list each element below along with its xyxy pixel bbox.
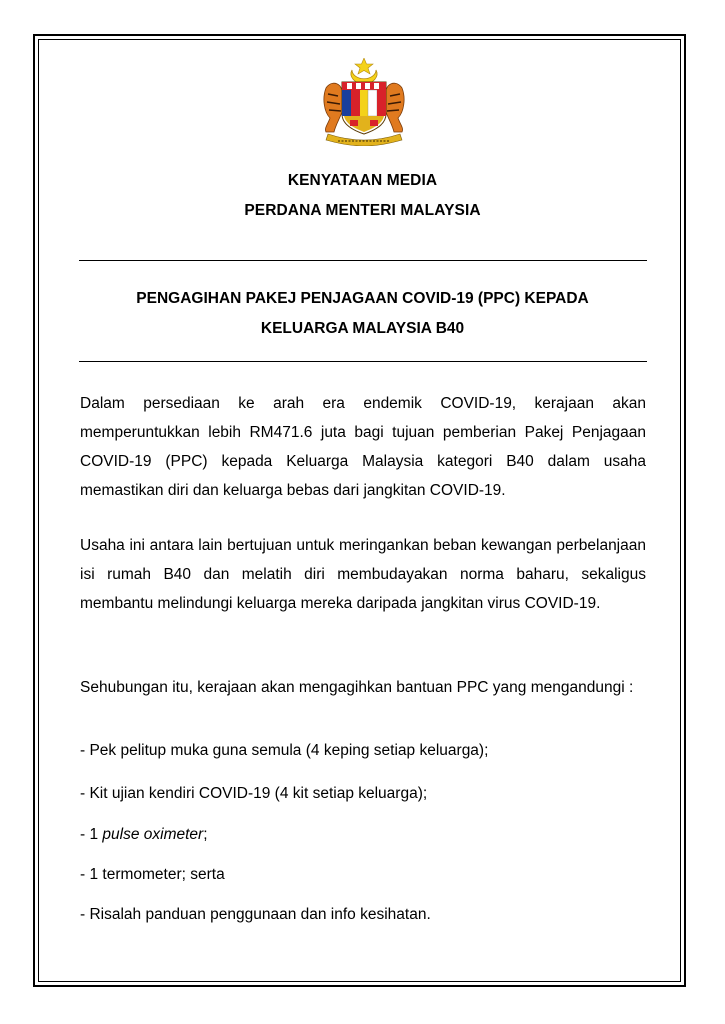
list-item [80, 826, 646, 844]
divider-top [79, 260, 647, 261]
list-item: - Pek pelitup muka guna semula (4 keping setiap keluarga); [80, 742, 489, 759]
subject-title [60, 284, 665, 344]
header-line-1: KENYATAAN MEDIA [287, 172, 438, 189]
malaysia-coat-of-arms-icon [318, 58, 410, 146]
list-item: - Kit ujian kendiri COVID-19 (4 kit setiap keluarga); [80, 785, 428, 802]
divider-bottom [79, 361, 647, 362]
paragraph-3: Sehubungan itu, kerajaan akan mengagihkan bantuan PPC yang mengandungi : [80, 679, 634, 696]
subject-line-2: KELUARGA MALAYSIA B40 [260, 320, 465, 337]
list-item: - Risalah panduan penggunaan dan info kesihatan. [80, 906, 431, 923]
subject-line-1: PENGAGIHAN PAKEJ PENJAGAAN COVID-19 (PPC) KEPADA [136, 290, 589, 307]
list-item: - 1 termometer; serta [80, 866, 225, 883]
header-line-2: PERDANA MENTERI MALAYSIA [244, 202, 481, 219]
paragraph-2: Usaha ini antara lain bertujuan untuk meringankan beban kewangan perbelanjaan isi rumah B40 dan melatih diri membudayakan norma baharu, sekaligus membantu melindungi keluarga mereka daripada jangkitan virus COVID-19. [80, 537, 646, 612]
paragraph-1: Dalam persediaan ke arah era endemik COVID-19, kerajaan akan memperuntukkan lebih RM471.6 juta bagi tujuan pemberian Pakej Penjagaan COVID-19 (PPC) kepada Keluarga Malaysia kategori B40 dalam usaha memastikan diri dan keluarga bebas dari jangkitan COVID-19. [80, 395, 646, 499]
list-item-suffix: ; [203, 826, 208, 843]
list-item-italic-term: pulse oximeter [102, 826, 204, 843]
list-item-prefix: - 1 [80, 826, 103, 843]
